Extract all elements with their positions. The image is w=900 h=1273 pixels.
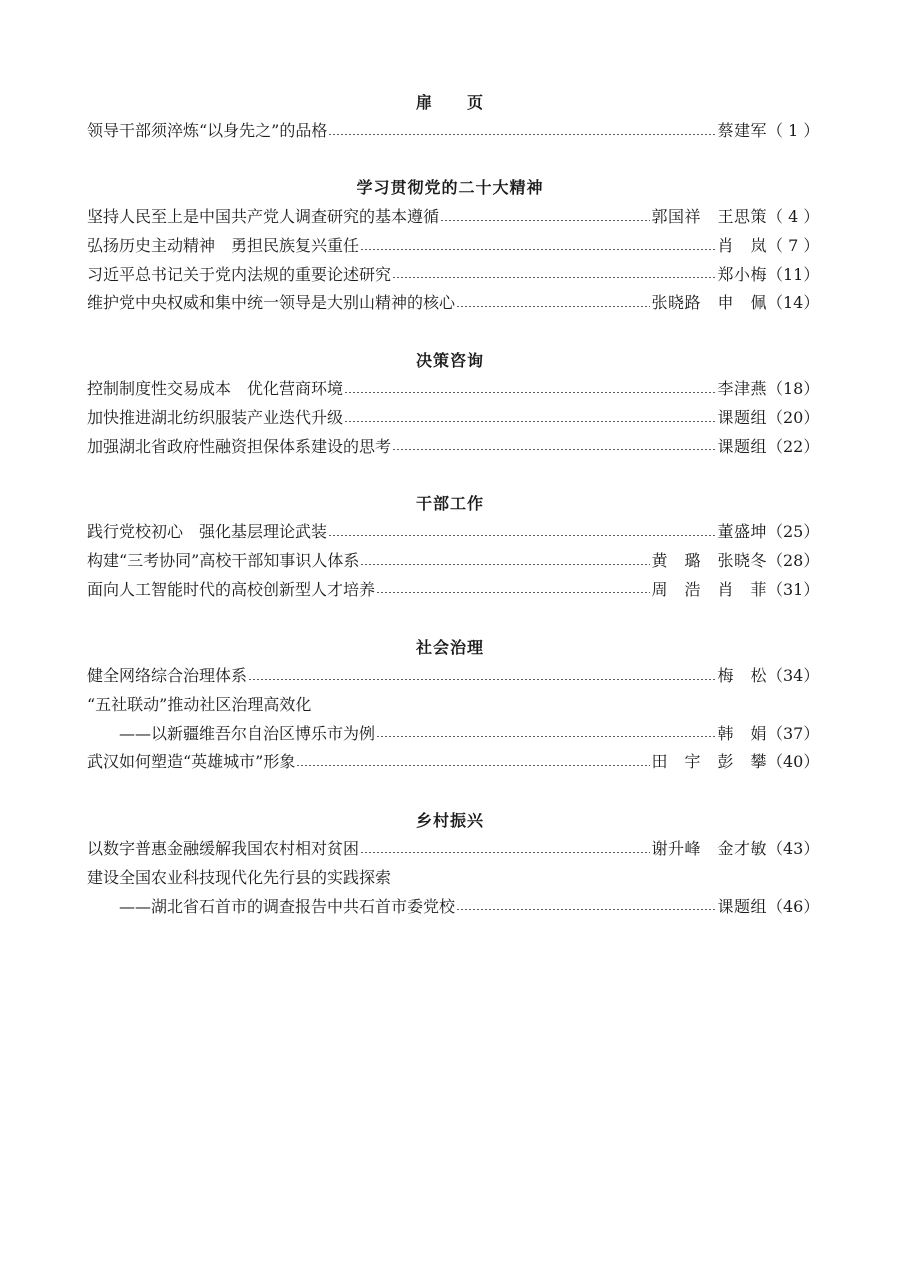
dot-leader — [344, 392, 716, 393]
entry-author: 课题组 — [717, 407, 767, 427]
dot-leader — [248, 679, 716, 680]
entry-author: 李津燕 — [717, 379, 767, 398]
dot-leader — [440, 220, 650, 221]
section-heading: 决策咨询 — [415, 351, 484, 370]
entry-title: 加快推进湖北纺织服装产业迭代升级 — [87, 407, 344, 427]
entry-title: 坚持人民至上是中国共产党人调查研究的基本遵循 — [87, 207, 440, 226]
entry-title-line[interactable]: 建设全国农业科技现代化先行县的实践探索 — [87, 867, 392, 887]
entry-author: 黄 璐 张晓冬 — [651, 550, 767, 570]
section-study — [87, 178, 813, 198]
entry-title: 面向人工智能时代的高校创新型人才培养 — [87, 579, 376, 599]
toc-entry[interactable] — [87, 835, 820, 864]
entry-page: （ 1 ） — [767, 121, 820, 140]
section-feiye — [87, 93, 813, 113]
toc-entry[interactable] — [87, 261, 820, 290]
entry-title: 维护党中央权威和集中统一领导是大别山精神的核心 — [87, 293, 456, 313]
section-heading: 乡村振兴 — [415, 811, 484, 830]
entry-page: （18） — [767, 379, 820, 398]
section-heading: 社会治理 — [415, 638, 484, 657]
entry-page: （ 4 ） — [767, 207, 820, 226]
dot-leader — [360, 249, 716, 250]
entry-page: （40） — [767, 752, 820, 772]
section-feiye-entries — [87, 117, 820, 146]
section-governance — [87, 638, 813, 658]
toc-entry[interactable] — [87, 375, 820, 404]
toc-entry[interactable] — [87, 662, 820, 691]
toc-entry-subtitle[interactable] — [87, 893, 820, 922]
entry-page: （22） — [767, 436, 820, 456]
section-rural-entries — [87, 835, 820, 921]
entry-page: （31） — [767, 579, 820, 599]
toc-entry[interactable] — [87, 232, 820, 261]
section-cadre — [87, 494, 813, 514]
toc-entry[interactable] — [87, 203, 820, 232]
entry-title: 构建“三考协同”高校干部知事识人体系 — [87, 550, 360, 570]
section-governance-entries — [87, 662, 820, 777]
entry-page: （43） — [767, 839, 820, 858]
entry-title: 武汉如何塑造“英雄城市”形象 — [87, 752, 296, 772]
entry-author: 谢升峰 金才敏 — [651, 839, 767, 858]
entry-page: （20） — [767, 407, 820, 427]
entry-page: （46） — [767, 896, 820, 916]
section-study-entries — [87, 203, 820, 318]
entry-page: （11） — [767, 264, 820, 284]
dot-leader — [456, 909, 716, 910]
dot-leader — [456, 306, 650, 307]
section-heading: 干部工作 — [415, 494, 484, 513]
entry-author: 周 浩 肖 菲 — [651, 579, 767, 599]
entry-title: 加强湖北省政府性融资担保体系建设的思考 — [87, 436, 392, 456]
section-heading: 扉 页 — [415, 93, 484, 112]
entry-title-line[interactable]: “五社联动”推动社区治理高效化 — [87, 694, 312, 714]
entry-title: 健全网络综合治理体系 — [87, 666, 248, 685]
dot-leader — [360, 564, 650, 565]
entry-title: ——湖北省石首市的调查报告中共石首市委党校 — [119, 896, 456, 916]
toc-entry[interactable] — [87, 576, 820, 605]
toc-entry[interactable] — [87, 518, 820, 547]
entry-author: 张晓路 申 佩 — [651, 293, 767, 313]
dot-leader — [328, 134, 716, 135]
section-rural — [87, 811, 813, 831]
dot-leader — [376, 736, 716, 737]
entry-author: 蔡建军 — [717, 121, 767, 140]
toc-entry[interactable] — [87, 547, 820, 576]
entry-title: ——以新疆维吾尔自治区博乐市为例 — [119, 723, 376, 743]
entry-title: 习近平总书记关于党内法规的重要论述研究 — [87, 264, 392, 284]
dot-leader — [392, 277, 716, 278]
entry-author: 郑小梅 — [717, 264, 767, 284]
toc-entry[interactable] — [87, 404, 820, 433]
entry-author: 肖 岚 — [717, 235, 767, 255]
entry-author: 郭国祥 王思策 — [651, 207, 767, 226]
entry-page: （28） — [767, 550, 820, 570]
section-decision — [87, 351, 813, 371]
toc-entry[interactable] — [87, 748, 820, 777]
entry-title: 践行党校初心 强化基层理论武装 — [87, 522, 328, 541]
entry-author: 课题组 — [717, 436, 767, 456]
section-decision-entries — [87, 375, 820, 461]
dot-leader — [376, 592, 650, 593]
entry-title: 控制制度性交易成本 优化营商环境 — [87, 379, 344, 398]
toc-entry[interactable] — [87, 117, 820, 146]
dot-leader — [360, 852, 650, 853]
entry-page: （14） — [767, 293, 820, 313]
section-heading: 学习贯彻党的二十大精神 — [356, 178, 544, 197]
dot-leader — [328, 535, 716, 536]
entry-author: 董盛坤 — [717, 522, 767, 541]
entry-page: （37） — [767, 723, 820, 743]
entry-page: （25） — [767, 522, 820, 541]
entry-author: 课题组 — [717, 896, 767, 916]
dot-leader — [392, 449, 716, 450]
entry-author: 韩 娟 — [717, 723, 767, 743]
toc-entry[interactable] — [87, 289, 820, 318]
entry-author: 田 宇 彭 攀 — [651, 752, 767, 772]
dot-leader — [344, 421, 716, 422]
entry-title: 以数字普惠金融缓解我国农村相对贫困 — [87, 839, 360, 858]
entry-page: （ 7 ） — [767, 235, 820, 255]
entry-page: （34） — [767, 666, 820, 685]
dot-leader — [296, 765, 650, 766]
toc-entry[interactable] — [87, 433, 820, 462]
toc-entry-subtitle[interactable] — [87, 720, 820, 749]
entry-title: 弘扬历史主动精神 勇担民族复兴重任 — [87, 235, 360, 255]
entry-author: 梅 松 — [717, 666, 767, 685]
section-cadre-entries — [87, 518, 820, 604]
entry-title: 领导干部须淬炼“以身先之”的品格 — [87, 121, 328, 140]
